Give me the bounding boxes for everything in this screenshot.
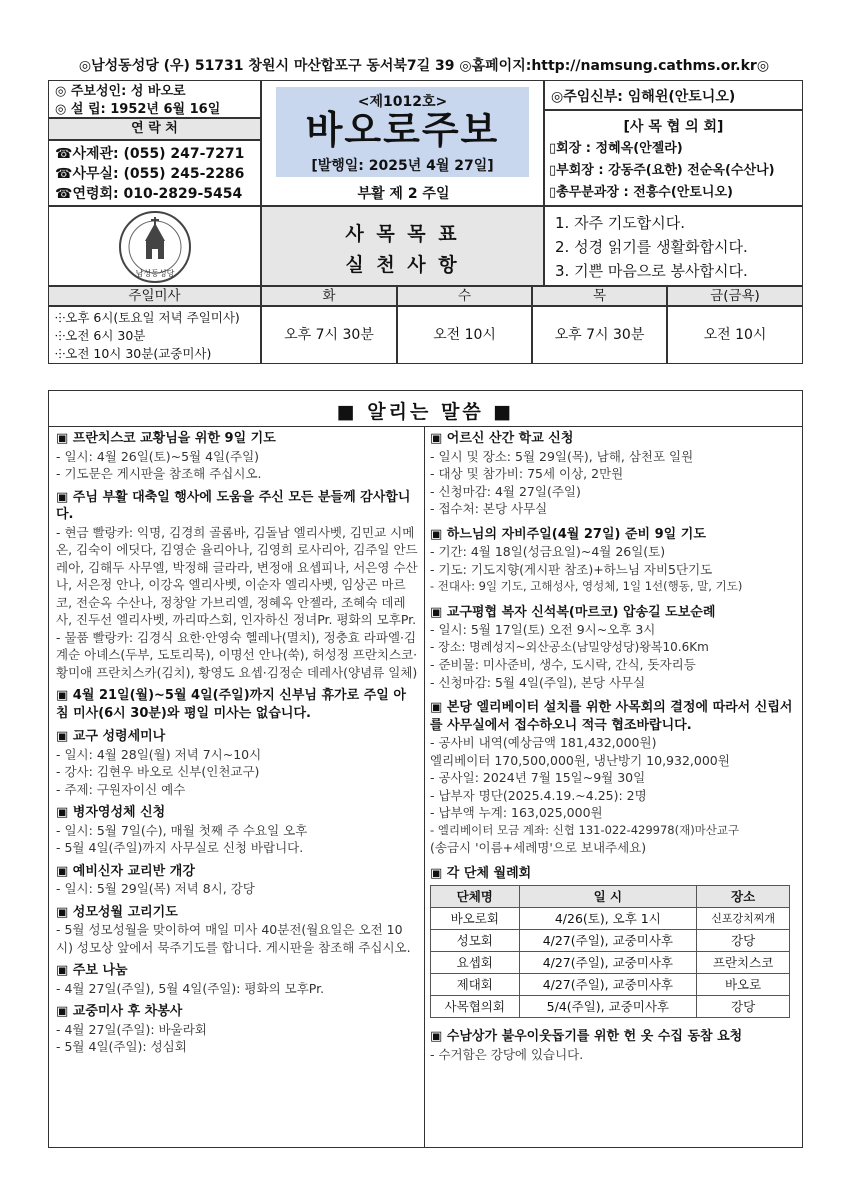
notice-heading: ▣ 주님 부활 대축일 행사에 도움을 주신 모든 분들께 감사합니다.: [56, 489, 411, 522]
notice-heading: ▣ 어르신 산간 학교 신청: [430, 431, 574, 446]
events-title: ▣ 각 단체 월례회: [430, 865, 532, 881]
mass-wed-time: 오전 10시: [397, 306, 532, 364]
notice-item: [56, 962, 418, 997]
council-title: [사 목 협 의 회]: [623, 119, 724, 135]
notice-line: - 기도문은 게시판을 참조해 주십시오.: [56, 466, 262, 481]
contact-funeral: ☎연령회: 010-2829-5454: [55, 186, 243, 202]
notice-line: - 납부자 명단(2025.4.19.~4.25): 2명: [430, 787, 647, 803]
notice-line: - 5월 4일(주일): 성심회: [56, 1039, 187, 1054]
notice-heading: ▣ 주보 나눔: [56, 963, 128, 978]
notice-heading: ▣ 수남상가 불우이웃돕기를 위한 헌 옷 수집 동참 요청: [430, 1029, 743, 1044]
notice-heading: ▣ 하느님의 자비주일(4월 27일) 준비 9일 기도: [430, 526, 706, 542]
notice-line: - 강사: 김현우 바오로 신부(인천교구): [56, 764, 260, 779]
council-secretary: ▯총무분과장 : 전흥수(안토니오): [549, 185, 733, 200]
council-president: ▯회장 : 정혜옥(안젤라): [549, 141, 683, 156]
notice-line: - 신청마감: 4월 27일(주일): [430, 483, 581, 499]
notice-line: - 일시: 5월 7일(수), 매월 첫째 주 수요일 오후: [56, 822, 308, 838]
table-row: [431, 908, 790, 930]
notice-line: - 일시: 4월 26일(토)~5월 4일(주일): [56, 448, 260, 464]
table-cell: 강당: [697, 930, 790, 952]
goal-item: 2. 성경 읽기를 생활화합시다.: [555, 238, 748, 256]
table-cell: 강당: [697, 996, 790, 1018]
notice-item: [430, 430, 796, 518]
notice-line: - 장소: 명례성지~외산공소(남밀양성당)왕복10.6Km: [430, 639, 709, 654]
contacts-box: [48, 140, 261, 206]
mass-tue-time: 오후 7시 30분: [261, 306, 397, 364]
notice-item: [56, 804, 418, 857]
table-cell: 신포강치찌개: [697, 908, 790, 930]
mass-sunday-times: [48, 306, 261, 364]
notice-item: [56, 489, 418, 682]
notice-heading: ▣ 교구 성령세미나: [56, 729, 166, 744]
church-seal-logo: [115, 209, 195, 285]
goal-title-2: 실 천 사 항: [345, 254, 460, 276]
notice-item: [430, 699, 796, 857]
notice-title-rule: [48, 426, 803, 427]
notice-right-column: [430, 430, 796, 1063]
notice-line: - 4월 27일(주일): 바울라회: [56, 1021, 207, 1037]
goal-list-box: [544, 206, 803, 286]
notice-left-column: [56, 430, 418, 1056]
mass-header-fri: 금(금욕): [667, 286, 803, 306]
founded-text: ◎ 설 립: 1952년 6월 16일: [55, 102, 221, 117]
notice-heading: ▣ 4월 21일(월)~5월 4일(주일)까지 신부님 휴가로 주일 아침 미사(6시 30분)와 평일 미사는 없습니다.: [56, 688, 406, 721]
notice-line: - 현금 빨랑카: 익명, 김경희 골롬바, 김돌남 엘리사벳, 김민교 시메온, 김숙이 에딧다, 김영순 율리아나, 김영희 로사리아, 김주일 안드레아, 김해두 사무엘, 박정해 글라라, 변정애 요셉피나, 서은영 수산나, 서은정 안나, 이강옥 엘리사벳, 이순자 엘리사벳, 임상곤 마르코, 전순옥 수산나, 정창알 가브리엘, 정혜옥 안젤라, 조혜숙 데레사, 진두선 엘리사벳, 까리따스회, 인자하신 정녀Pr. 평화의 모후Pr.: [56, 524, 418, 627]
notice-item: [430, 865, 796, 1019]
notice-line: - 대상 및 참가비: 75세 이상, 2만원: [430, 466, 624, 481]
notice-line: - 공사일: 2024년 7월 15일~9월 30일: [430, 770, 646, 785]
title-box: [261, 80, 544, 206]
notice-line: - 5월 4일(주일)까지 사무실로 신청 바랍니다.: [56, 840, 304, 855]
header-top-line: ◎남성동성당 (우) 51731 창원시 마산합포구 동서북7길 39 ◎홈페이지:http://namsung.cathms.or.kr◎: [78, 58, 770, 74]
notice-line: - 납부액 누계: 163,025,000원: [430, 805, 603, 820]
issue-number: <제1012호>: [357, 94, 448, 110]
table-cell: 4/27(주일), 교중미사후: [519, 930, 697, 952]
notice-item: [56, 728, 418, 798]
notice-line: - 일시: 5월 17일(토) 오전 9시~오후 3시: [430, 622, 656, 637]
pastor-box: [544, 80, 803, 110]
contact-office: ☎사무실: (055) 245-2286: [55, 166, 245, 182]
notice-line: - 기간: 4월 18일(성금요일)~4월 26일(토): [430, 544, 666, 559]
liturgical-week: 부활 제 2 주일: [357, 186, 450, 202]
council-vice: ▯부회장 : 강동주(요한) 전순옥(수산나): [549, 163, 775, 178]
notice-item: [56, 687, 418, 722]
notice-title: ■ 알리는 말씀 ■: [336, 401, 515, 423]
notice-heading: ▣ 교중미사 후 차봉사: [56, 1004, 183, 1019]
notice-line: - 신청마감: 5월 4일(주일), 본당 사무실: [430, 674, 646, 690]
table-cell: 4/27(주일), 교중미사후: [519, 974, 697, 996]
notice-line: - 전대사: 9일 기도, 고해성사, 영성체, 1일 1선(행동, 말, 기도): [430, 579, 743, 593]
notice-line: 엘리베이터 170,500,000원, 냉난방기 10,932,000원: [430, 752, 730, 768]
notice-line: (송금시 '이름+세례명'으로 보내주세요): [430, 840, 647, 855]
notice-line: - 준비물: 미사준비, 생수, 도시락, 간식, 돗자리등: [430, 657, 696, 672]
goal-item: 3. 기쁜 마음으로 봉사합시다.: [555, 262, 748, 280]
notice-item: [430, 1028, 796, 1063]
notice-item: [56, 430, 418, 483]
notice-line: - 일시 및 장소: 5월 29일(목), 남해, 삼천포 일원: [430, 448, 694, 464]
mass-thu-time: 오후 7시 30분: [532, 306, 667, 364]
notice-line: - 물품 빨랑카: 김경식 요한·안영숙 헬레나(멸치), 정충효 라파엘·김계순 아녜스(두부, 도토리묵), 이명선 안나(쑥), 허성정 프란치스코·황미애 프란치스카(김치), 황영도 요셉·김정순 데레사(양념류 일체): [56, 629, 418, 680]
table-cell: 5/4(주일), 교중미사후: [519, 996, 697, 1018]
notice-heading: ▣ 병자영성체 신청: [56, 805, 166, 820]
goal-title-1: 사 목 목 표: [345, 223, 460, 245]
events-header-cell: 장소: [697, 886, 790, 908]
notice-line: - 4월 27일(주일), 5월 4일(주일): 평화의 모후Pr.: [56, 980, 325, 996]
table-cell: 바오로회: [431, 908, 520, 930]
notice-heading: ▣ 교구평협 복자 신석복(마르코) 압송길 도보순례: [430, 604, 716, 620]
notice-item: [56, 904, 418, 957]
bulletin-title: 바오로주보: [305, 108, 500, 152]
notice-item: [56, 1003, 418, 1056]
pastor-text: ◎주임신부: 임해윈(안토니오): [551, 89, 736, 105]
notice-column-divider: [424, 426, 425, 1148]
notice-line: - 공사비 내역(예상금액 181,432,000원): [430, 735, 657, 750]
notice-item: [430, 526, 796, 596]
table-cell: 4/26(토), 오후 1시: [519, 908, 697, 930]
notice-line: - 기도: 기도지향(게시판 참조)+하느님 자비5단기도: [430, 561, 713, 577]
table-cell: 성모회: [431, 930, 520, 952]
notice-line: - 수거함은 강당에 있습니다.: [430, 1046, 584, 1062]
notice-line: - 5월 성모성월을 맞이하여 매일 미사 40분전(월요일은 오전 10시) 성모상 앞에서 묵주기도를 합니다. 게시판을 참조해 주십시오.: [56, 922, 411, 955]
table-cell: 사목협의회: [431, 996, 520, 1018]
events-header-cell: 일 시: [519, 886, 697, 908]
table-cell: 4/27(주일), 교중미사후: [519, 952, 697, 974]
notice-heading: ▣ 프란치스코 교황님을 위한 9일 기도: [56, 431, 276, 446]
council-box: [544, 110, 803, 206]
table-cell: 제대회: [431, 974, 520, 996]
notice-heading: ▣ 예비신자 교리반 개강: [56, 863, 195, 879]
table-cell: 바오로: [697, 974, 790, 996]
mass-header-wed: 수: [397, 286, 532, 306]
events-header-row: [431, 886, 790, 908]
goal-item: 1. 자주 기도합시다.: [555, 214, 686, 232]
notice-heading: ▣ 본당 엘리베이터 설치를 위한 사목회의 결정에 따라서 신립서를 사무실에서 접수하오니 적극 협조바랍니다.: [430, 700, 793, 733]
table-row: [431, 974, 790, 996]
sunday-mass-3: ⸭오전 10시 30분(교중미사): [55, 346, 212, 361]
table-row: [431, 952, 790, 974]
notice-item: [430, 604, 796, 692]
events-table: [430, 885, 790, 1018]
notice-heading: ▣ 성모성월 고리기도: [56, 904, 178, 920]
seal-box: [48, 206, 261, 286]
mass-header-tue: 화: [261, 286, 397, 306]
mass-header-sunday: 주일미사: [48, 286, 261, 306]
notice-line: - 주제: 구원자이신 예수: [56, 781, 186, 797]
notice-item: [56, 863, 418, 898]
notice-line: - 엘리베이터 모금 계좌: 신협 131-022-429978(재)마산교구: [430, 822, 740, 837]
table-cell: 프란치스코: [697, 952, 790, 974]
patron-text: ◎ 주보성인: 성 바오로: [55, 84, 186, 99]
mass-fri-time: 오전 10시: [667, 306, 803, 364]
notice-line: - 일시: 5월 29일(목) 저녁 8시, 강당: [56, 881, 255, 896]
mass-header-thu: 목: [532, 286, 667, 306]
notice-line: - 접수처: 본당 사무실: [430, 501, 548, 516]
goal-title-box: [261, 206, 544, 286]
contacts-title: 연 락 처: [48, 118, 261, 140]
table-cell: 요셉회: [431, 952, 520, 974]
table-row: [431, 996, 790, 1018]
sunday-mass-2: ⸭오전 6시 30분: [55, 328, 146, 343]
seal-text: 남성동성당: [135, 269, 175, 278]
issue-date: [발행일: 2025년 4월 27일]: [311, 158, 494, 174]
notice-line: - 일시: 4월 28일(월) 저녁 7시~10시: [56, 746, 262, 762]
events-header-cell: 단체명: [431, 886, 520, 908]
contact-rectory: ☎사제관: (055) 247-7271: [55, 146, 245, 162]
patron-box: [48, 80, 261, 118]
sunday-mass-1: ⸭오후 6시(토요일 저녁 주일미사): [55, 310, 240, 325]
table-row: [431, 930, 790, 952]
